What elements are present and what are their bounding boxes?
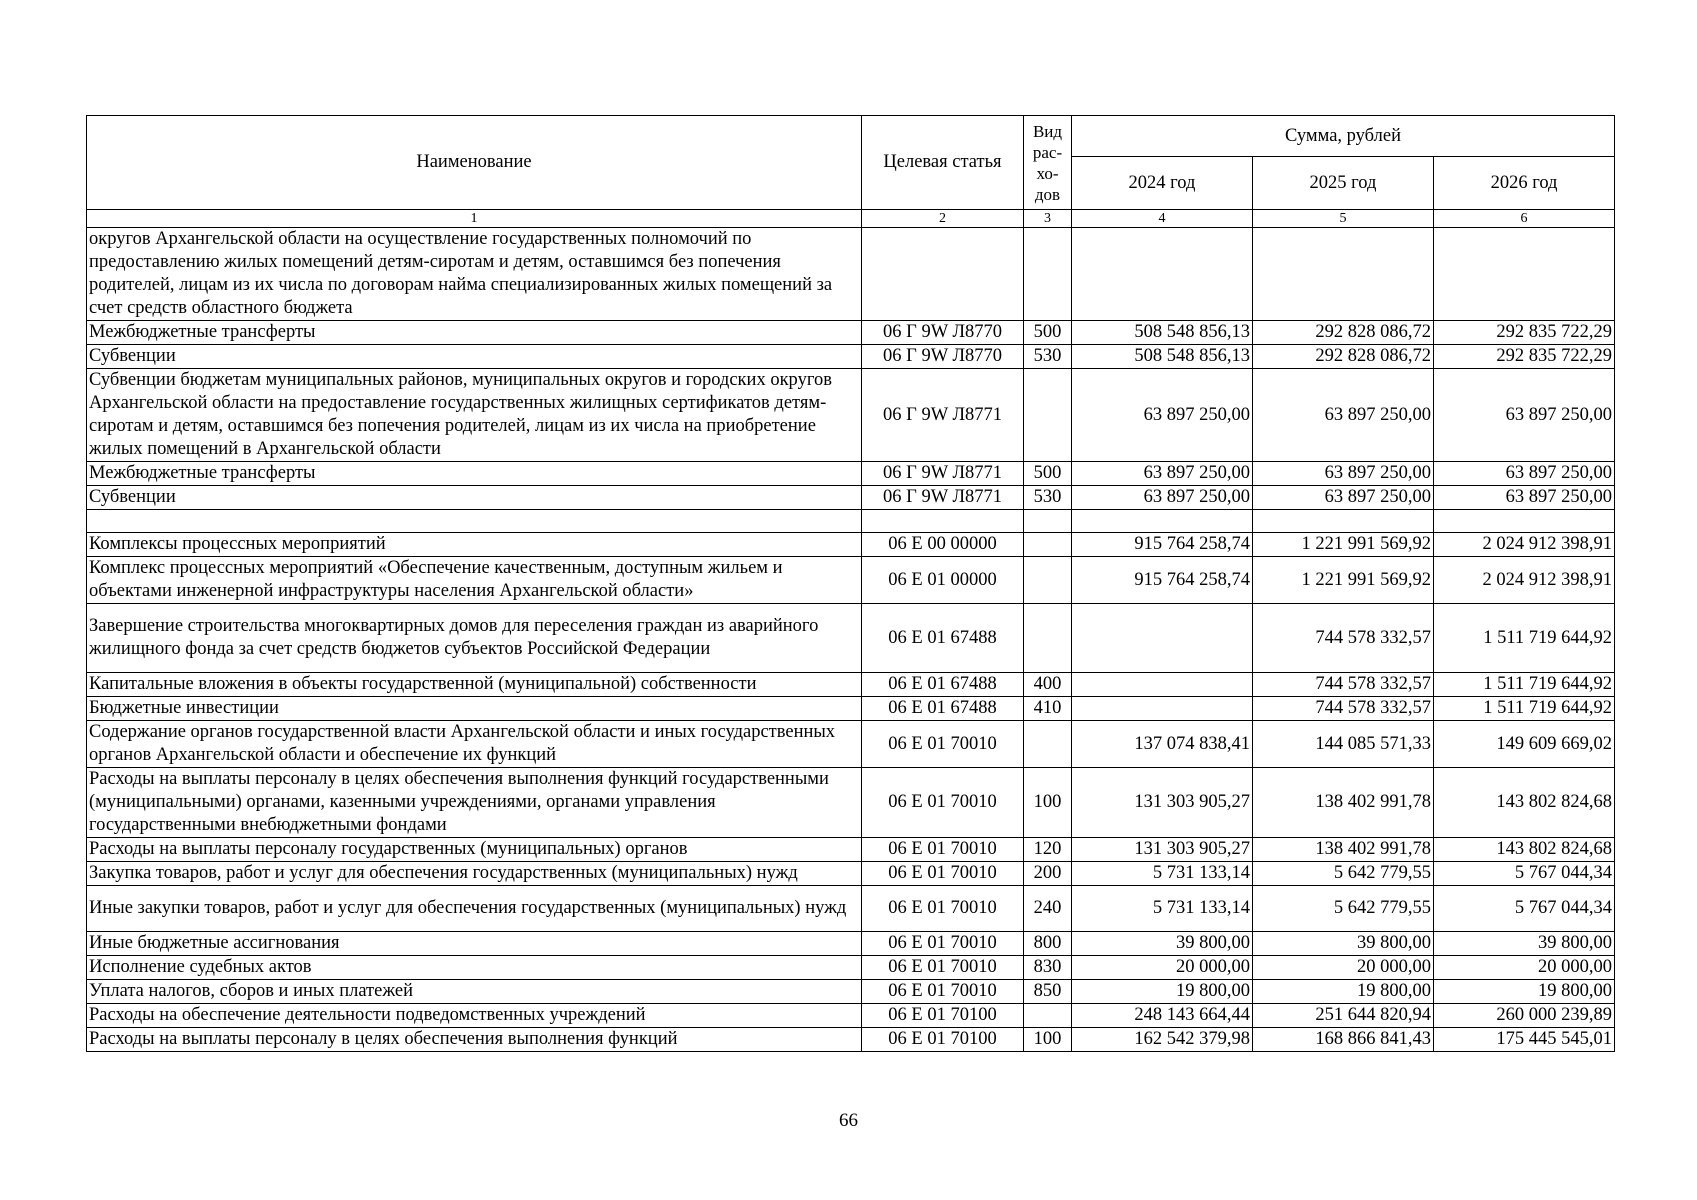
row-vid xyxy=(1024,557,1072,604)
row-vid xyxy=(1024,510,1072,533)
table-row xyxy=(87,721,1615,768)
row-name: Иные закупки товаров, работ и услуг для обеспечения государственных (муниципальных) нужд xyxy=(87,886,862,932)
row-name: Расходы на выплаты персоналу государственных (муниципальных) органов xyxy=(87,838,862,862)
row-vid: 530 xyxy=(1024,345,1072,369)
row-amount-2024: 131 303 905,27 xyxy=(1072,768,1253,838)
header-2025: 2025 год xyxy=(1253,157,1434,210)
page-number: 66 xyxy=(839,1110,858,1131)
table-row xyxy=(87,886,1615,932)
row-code: 06 Г 9W Л8770 xyxy=(862,345,1024,369)
table-row-section xyxy=(87,533,1615,557)
row-amount-2026: 39 800,00 xyxy=(1434,932,1615,956)
row-name: Исполнение судебных актов xyxy=(87,956,862,980)
row-name: Бюджетные инвестиции xyxy=(87,697,862,721)
row-amount-2025: 138 402 991,78 xyxy=(1253,838,1434,862)
row-name xyxy=(87,510,862,533)
row-amount-2026 xyxy=(1434,510,1615,533)
row-amount-2025: 744 578 332,57 xyxy=(1253,697,1434,721)
row-amount-2025: 138 402 991,78 xyxy=(1253,768,1434,838)
table-row xyxy=(87,980,1615,1004)
row-amount-2024 xyxy=(1072,228,1253,321)
row-amount-2025: 63 897 250,00 xyxy=(1253,486,1434,510)
row-code: 06 Е 01 67488 xyxy=(862,604,1024,673)
row-amount-2024: 63 897 250,00 xyxy=(1072,486,1253,510)
row-amount-2026: 63 897 250,00 xyxy=(1434,369,1615,462)
row-amount-2026: 63 897 250,00 xyxy=(1434,462,1615,486)
col-number-3: 3 xyxy=(1024,210,1072,228)
row-vid: 410 xyxy=(1024,697,1072,721)
row-amount-2026: 260 000 239,89 xyxy=(1434,1004,1615,1028)
row-amount-2024: 5 731 133,14 xyxy=(1072,862,1253,886)
row-amount-2025: 744 578 332,57 xyxy=(1253,604,1434,673)
row-code xyxy=(862,510,1024,533)
row-name: Завершение строительства многоквартирных домов для переселения граждан из аварийного жилищного фонда за счет средств бюджетов субъектов Российской Федерации xyxy=(87,604,862,673)
row-code: 06 Е 01 70010 xyxy=(862,838,1024,862)
table-row xyxy=(87,838,1615,862)
row-amount-2026: 2 024 912 398,91 xyxy=(1434,557,1615,604)
table-body xyxy=(87,228,1615,1052)
row-name: Субвенции xyxy=(87,486,862,510)
budget-table xyxy=(86,115,1615,1052)
table-row xyxy=(87,369,1615,462)
row-code: 06 Г 9W Л8771 xyxy=(862,462,1024,486)
row-vid: 830 xyxy=(1024,956,1072,980)
row-amount-2025: 20 000,00 xyxy=(1253,956,1434,980)
row-code: 06 Г 9W Л8770 xyxy=(862,321,1024,345)
row-name: Расходы на обеспечение деятельности подведомственных учреждений xyxy=(87,1004,862,1028)
row-vid: 800 xyxy=(1024,932,1072,956)
row-amount-2024: 508 548 856,13 xyxy=(1072,345,1253,369)
row-name: Расходы на выплаты персоналу в целях обеспечения выполнения функций государственными (муниципальными) органами, казенными учреждениями, органами управления государственными внебюджетными фондами xyxy=(87,768,862,838)
row-code: 06 Е 01 70010 xyxy=(862,862,1024,886)
row-vid xyxy=(1024,533,1072,557)
row-amount-2026: 175 445 545,01 xyxy=(1434,1028,1615,1052)
row-amount-2024 xyxy=(1072,510,1253,533)
row-amount-2024: 63 897 250,00 xyxy=(1072,369,1253,462)
row-amount-2025: 168 866 841,43 xyxy=(1253,1028,1434,1052)
row-amount-2026: 143 802 824,68 xyxy=(1434,838,1615,862)
table-row xyxy=(87,345,1615,369)
row-amount-2024: 19 800,00 xyxy=(1072,980,1253,1004)
header-code: Целевая статья xyxy=(862,116,1024,210)
row-amount-2025: 144 085 571,33 xyxy=(1253,721,1434,768)
header-vid: Вид рас- хо- дов xyxy=(1024,116,1072,210)
row-code: 06 Е 01 70010 xyxy=(862,768,1024,838)
col-number-5: 5 xyxy=(1253,210,1434,228)
table-row xyxy=(87,604,1615,673)
table-row-empty xyxy=(87,510,1615,533)
row-vid: 120 xyxy=(1024,838,1072,862)
col-number-4: 4 xyxy=(1072,210,1253,228)
row-amount-2024 xyxy=(1072,697,1253,721)
table-row xyxy=(87,1028,1615,1052)
header-name: Наименование xyxy=(87,116,862,210)
row-amount-2026: 1 511 719 644,92 xyxy=(1434,604,1615,673)
row-amount-2025: 39 800,00 xyxy=(1253,932,1434,956)
row-vid: 100 xyxy=(1024,1028,1072,1052)
row-amount-2024 xyxy=(1072,604,1253,673)
row-code: 06 Е 01 70010 xyxy=(862,980,1024,1004)
row-amount-2026: 63 897 250,00 xyxy=(1434,486,1615,510)
row-vid xyxy=(1024,1004,1072,1028)
row-amount-2026: 149 609 669,02 xyxy=(1434,721,1615,768)
row-code: 06 Е 01 70010 xyxy=(862,956,1024,980)
row-code: 06 Е 01 00000 xyxy=(862,557,1024,604)
row-code: 06 Г 9W Л8771 xyxy=(862,486,1024,510)
row-vid xyxy=(1024,228,1072,321)
row-amount-2026: 143 802 824,68 xyxy=(1434,768,1615,838)
row-vid xyxy=(1024,604,1072,673)
row-amount-2026: 5 767 044,34 xyxy=(1434,886,1615,932)
row-code: 06 Е 00 00000 xyxy=(862,533,1024,557)
row-amount-2024: 915 764 258,74 xyxy=(1072,533,1253,557)
row-amount-2024: 131 303 905,27 xyxy=(1072,838,1253,862)
table-row xyxy=(87,1004,1615,1028)
header-2024: 2024 год xyxy=(1072,157,1253,210)
row-amount-2026: 5 767 044,34 xyxy=(1434,862,1615,886)
row-amount-2024: 39 800,00 xyxy=(1072,932,1253,956)
row-amount-2026: 1 511 719 644,92 xyxy=(1434,697,1615,721)
table-row xyxy=(87,228,1615,321)
row-name: Межбюджетные трансферты xyxy=(87,462,862,486)
row-name: Закупка товаров, работ и услуг для обеспечения государственных (муниципальных) нужд xyxy=(87,862,862,886)
row-vid: 240 xyxy=(1024,886,1072,932)
col-number-6: 6 xyxy=(1434,210,1615,228)
row-vid: 400 xyxy=(1024,673,1072,697)
table-row xyxy=(87,768,1615,838)
row-amount-2025: 744 578 332,57 xyxy=(1253,673,1434,697)
row-amount-2025: 5 642 779,55 xyxy=(1253,886,1434,932)
row-name: Комплекс процессных мероприятий «Обеспечение качественным, доступным жильем и объектами инженерной инфраструктуры населения Архангельской области» xyxy=(87,557,862,604)
row-vid: 850 xyxy=(1024,980,1072,1004)
table-row xyxy=(87,321,1615,345)
row-amount-2025: 1 221 991 569,92 xyxy=(1253,557,1434,604)
row-amount-2024: 162 542 379,98 xyxy=(1072,1028,1253,1052)
table-row xyxy=(87,486,1615,510)
row-name: Расходы на выплаты персоналу в целях обеспечения выполнения функций xyxy=(87,1028,862,1052)
col-number-1: 1 xyxy=(87,210,862,228)
row-vid: 500 xyxy=(1024,321,1072,345)
row-amount-2026 xyxy=(1434,228,1615,321)
row-amount-2025: 63 897 250,00 xyxy=(1253,462,1434,486)
col-number-2: 2 xyxy=(862,210,1024,228)
row-name: Иные бюджетные ассигнования xyxy=(87,932,862,956)
row-amount-2026: 1 511 719 644,92 xyxy=(1434,673,1615,697)
row-name: Комплексы процессных мероприятий xyxy=(87,533,862,557)
row-amount-2025: 19 800,00 xyxy=(1253,980,1434,1004)
table-row xyxy=(87,462,1615,486)
row-amount-2025: 63 897 250,00 xyxy=(1253,369,1434,462)
row-name: Субвенции xyxy=(87,345,862,369)
row-amount-2025: 292 828 086,72 xyxy=(1253,321,1434,345)
row-vid xyxy=(1024,369,1072,462)
row-amount-2025: 292 828 086,72 xyxy=(1253,345,1434,369)
row-vid: 200 xyxy=(1024,862,1072,886)
row-amount-2025 xyxy=(1253,510,1434,533)
row-amount-2024: 137 074 838,41 xyxy=(1072,721,1253,768)
row-vid: 500 xyxy=(1024,462,1072,486)
row-name: Уплата налогов, сборов и иных платежей xyxy=(87,980,862,1004)
row-vid xyxy=(1024,721,1072,768)
row-amount-2025 xyxy=(1253,228,1434,321)
row-amount-2025: 1 221 991 569,92 xyxy=(1253,533,1434,557)
row-amount-2026: 20 000,00 xyxy=(1434,956,1615,980)
row-name: Капитальные вложения в объекты государственной (муниципальной) собственности xyxy=(87,673,862,697)
row-name: округов Архангельской области на осуществление государственных полномочий по предоставлению жилых помещений детям-сиротам и детям, оставшимся без попечения родителей, лицам из их числа по договорам найма специализированных жилых помещений за счет средств областного бюджета xyxy=(87,228,862,321)
row-amount-2026: 292 835 722,29 xyxy=(1434,321,1615,345)
row-amount-2026: 292 835 722,29 xyxy=(1434,345,1615,369)
table-row xyxy=(87,956,1615,980)
header-2026: 2026 год xyxy=(1434,157,1615,210)
row-amount-2026: 2 024 912 398,91 xyxy=(1434,533,1615,557)
row-amount-2024: 508 548 856,13 xyxy=(1072,321,1253,345)
row-code: 06 Е 01 70010 xyxy=(862,886,1024,932)
table-row xyxy=(87,932,1615,956)
row-amount-2024: 248 143 664,44 xyxy=(1072,1004,1253,1028)
row-code: 06 Г 9W Л8771 xyxy=(862,369,1024,462)
table-row xyxy=(87,557,1615,604)
row-name: Содержание органов государственной власти Архангельской области и иных государственных органов Архангельской области и обеспечение их функций xyxy=(87,721,862,768)
row-amount-2025: 5 642 779,55 xyxy=(1253,862,1434,886)
row-amount-2024: 20 000,00 xyxy=(1072,956,1253,980)
row-amount-2024: 63 897 250,00 xyxy=(1072,462,1253,486)
table-row xyxy=(87,697,1615,721)
row-code: 06 Е 01 67488 xyxy=(862,697,1024,721)
row-code: 06 Е 01 70010 xyxy=(862,721,1024,768)
table-row xyxy=(87,673,1615,697)
row-vid: 100 xyxy=(1024,768,1072,838)
row-code xyxy=(862,228,1024,321)
row-amount-2024: 915 764 258,74 xyxy=(1072,557,1253,604)
row-vid: 530 xyxy=(1024,486,1072,510)
row-amount-2026: 19 800,00 xyxy=(1434,980,1615,1004)
row-code: 06 Е 01 70100 xyxy=(862,1028,1024,1052)
row-amount-2024: 5 731 133,14 xyxy=(1072,886,1253,932)
table-header xyxy=(87,116,1615,228)
row-amount-2025: 251 644 820,94 xyxy=(1253,1004,1434,1028)
table-row xyxy=(87,862,1615,886)
row-amount-2024 xyxy=(1072,673,1253,697)
row-name: Субвенции бюджетам муниципальных районов, муниципальных округов и городских округов Архангельской области на предоставление государственных жилищных сертификатов детям-сиротам и детям, оставшимся без попечения родителей, лицам из их числа на приобретение жилых помещений в Архангельской области xyxy=(87,369,862,462)
row-code: 06 Е 01 70100 xyxy=(862,1004,1024,1028)
row-name: Межбюджетные трансферты xyxy=(87,321,862,345)
row-code: 06 Е 01 70010 xyxy=(862,932,1024,956)
header-sum: Сумма, рублей xyxy=(1072,116,1615,157)
row-code: 06 Е 01 67488 xyxy=(862,673,1024,697)
